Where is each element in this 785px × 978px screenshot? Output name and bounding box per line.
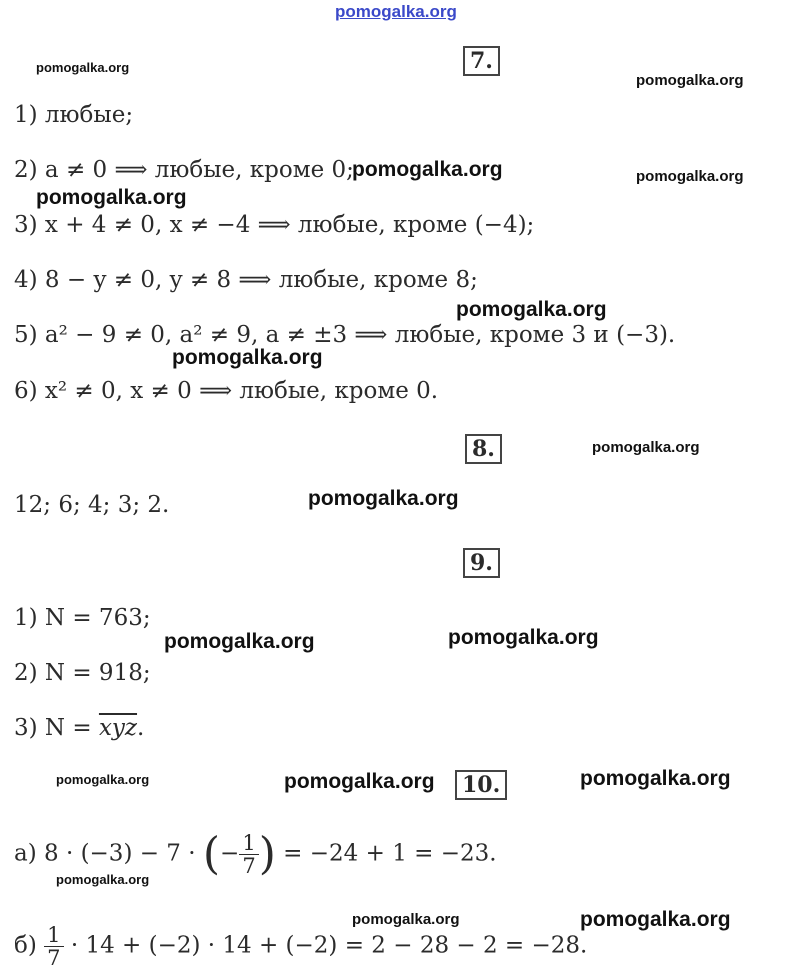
watermark: pomogalka.org	[448, 626, 599, 649]
task8-answer: 12; 6; 4; 3; 2.	[14, 492, 170, 518]
task10-b-prefix: б)	[14, 932, 45, 959]
task-number-8: 8.	[465, 434, 502, 464]
task10-a-suffix: = −24 + 1 = −23.	[275, 840, 497, 867]
task7-line-1: 1) любые;	[14, 102, 134, 128]
watermark: pomogalka.org	[172, 346, 323, 369]
fraction-denominator: 7	[47, 946, 61, 970]
fraction-denominator: 7	[242, 854, 256, 878]
fraction	[239, 832, 258, 877]
task7-line-5: 5) a² − 9 ≠ 0, a² ≠ 9, a ≠ ±3 ⟹ любые, кроме 3 и (−3).	[14, 322, 676, 348]
task7-line-2: 2) a ≠ 0 ⟹ любые, кроме 0;	[14, 157, 354, 183]
fraction-numerator: 1	[239, 832, 258, 855]
fraction	[44, 924, 63, 969]
watermark: pomogalka.org	[56, 772, 150, 787]
task-number-9: 9.	[463, 548, 500, 578]
watermark: pomogalka.org	[580, 767, 731, 790]
task9-line-3-end: .	[137, 715, 145, 741]
watermark: pomogalka.org	[36, 60, 130, 75]
task7-line-3: 3) x + 4 ≠ 0, x ≠ −4 ⟹ любые, кроме (−4);	[14, 212, 535, 238]
xyz-overline: $\overline{xyz}$	[98, 715, 138, 741]
watermark: pomogalka.org	[36, 186, 187, 209]
watermark: pomogalka.org	[284, 770, 435, 793]
watermark: pomogalka.org	[456, 298, 607, 321]
task9-line-1: 1) N = 763;	[14, 605, 151, 631]
task10-a-prefix: а) 8 · (−3) − 7 ·	[14, 840, 203, 867]
task9-line-3	[14, 713, 144, 743]
task7-line-4: 4) 8 − y ≠ 0, y ≠ 8 ⟹ любые, кроме 8;	[14, 267, 478, 293]
watermark: pomogalka.org	[352, 158, 503, 181]
watermark: pomogalka.org	[636, 168, 744, 185]
watermark: pomogalka.org	[592, 439, 700, 456]
task-number-7: 7.	[463, 46, 500, 76]
watermark: pomogalka.org	[164, 630, 315, 653]
task-number-10: 10.	[455, 770, 507, 800]
task10-line-b	[14, 924, 587, 969]
watermark: pomogalka.org	[308, 487, 459, 510]
watermark: pomogalka.org	[580, 908, 731, 931]
watermark-top[interactable]: pomogalka.org	[335, 2, 457, 21]
task10-a-minus: −	[220, 840, 240, 867]
task9-line-3-prefix: 3) N =	[14, 715, 99, 741]
watermark: pomogalka.org	[352, 911, 460, 928]
fraction-numerator: 1	[44, 924, 63, 947]
watermark: pomogalka.org	[636, 72, 744, 89]
task10-b-suffix: · 14 + (−2) · 14 + (−2) = 2 − 28 − 2 = −28.	[63, 932, 588, 959]
left-paren: (	[202, 828, 221, 880]
right-paren: )	[258, 828, 276, 880]
task9-line-2: 2) N = 918;	[14, 660, 151, 686]
watermark: pomogalka.org	[56, 872, 150, 887]
task7-line-6: 6) x² ≠ 0, x ≠ 0 ⟹ любые, кроме 0.	[14, 378, 439, 404]
